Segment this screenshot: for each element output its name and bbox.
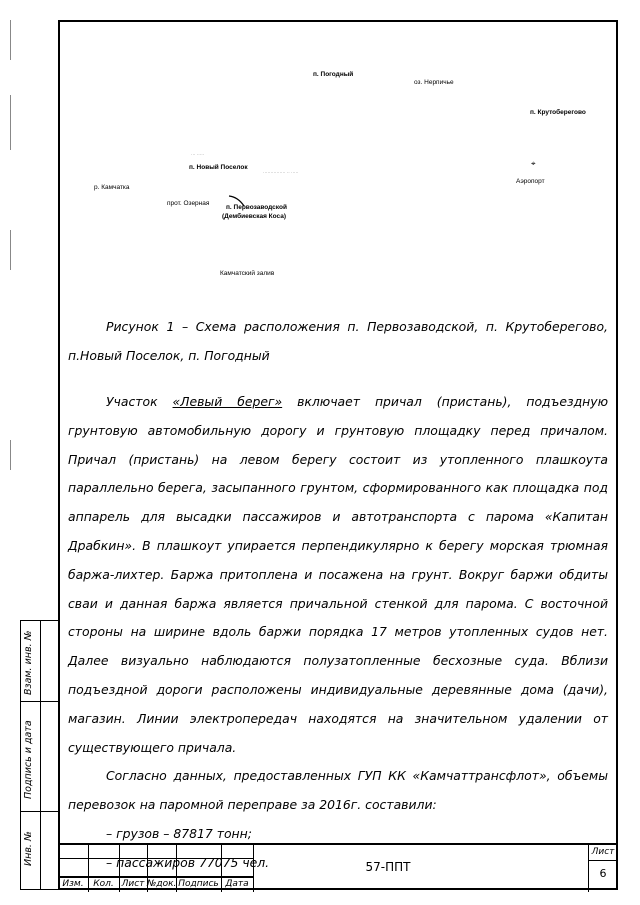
left-bank-link: «Левый берег» xyxy=(172,394,283,409)
sheet-number: 6 xyxy=(599,867,607,880)
map-label-aeroport: Аэропорт xyxy=(516,178,545,185)
margin-mark xyxy=(10,20,11,60)
paragraph-2: Согласно данных, предоставленных ГУП КК «Камчаттрансфлот», объемы перевозок на паромной переправе за 2016г. составили: xyxy=(68,768,608,813)
header-podpis: Подпись xyxy=(178,879,219,889)
p1-before: Участок xyxy=(106,394,173,409)
header-kol: Кол. xyxy=(93,879,114,889)
p1-after: включает причал (пристань), подъездную грунтовую автомобильную дорогу и грунтовую площадку перед причалом. Причал (пристань) на левом берегу состоит из утопленного плашкоута параллельно берега, засыпанного грунтом, сформированного как площадка под аппарель для высадки пассажиров и автотранспорта с парома «Капитан Драбкин». В плашкоут упирается перпендикулярно к берегу морская трюмная баржа-лихтер. Баржа притоплена и посажена на грунт. Вокруг баржи обдиты сваи и данная баржа является причальной стенкой для парома. С восточной стороны на ширине вдоль баржи порядка 17 метров утопленных судов нет. Далее визуально наблюдаются полузатопленные бесхозные суда. Вблизи подъездной дороги расположены индивидуальные деревянные дома (дачи), магазин. Линии электропередач находятся на значительном удалении от существующего причала. xyxy=(68,394,609,755)
document-code: 57-ППТ xyxy=(365,860,411,874)
margin-mark xyxy=(10,95,11,150)
map-label-faint: ··············· ·· ····· xyxy=(263,170,299,175)
body-text xyxy=(68,388,608,878)
map-label-novy-poselok: п. Новый Поселок xyxy=(189,164,248,171)
header-ndok: №док. xyxy=(147,879,177,889)
title-block xyxy=(58,843,618,890)
list-item: – пассажиров 77075 чел. xyxy=(106,854,270,870)
inv-label: Инв. № xyxy=(23,831,34,866)
tb-line xyxy=(588,860,618,861)
map-label-nerpichye: оз. Нерпичье xyxy=(414,79,454,86)
list-item: – грузов – 87817 тонн; xyxy=(106,825,252,841)
airport-icon: ⌖ xyxy=(531,159,536,168)
map-label-tiny: ··· ····· xyxy=(191,152,205,157)
map-label-dembeevskaya: (Дембиевская Коса) xyxy=(222,213,286,220)
location-map xyxy=(60,22,616,292)
map-label-pogodny: п. Погодный xyxy=(313,71,354,78)
map-label-ozernaya: прот. Озерная xyxy=(167,200,210,207)
map-label-krutoberegovo: п. Крутоберегово xyxy=(530,109,586,116)
figure-caption: Рисунок 1 – Схема расположения п. Первозаводской, п. Крутоберегово, п.Новый Поселок, п. Погодный xyxy=(68,319,608,363)
margin-mark xyxy=(10,440,11,470)
map-label-pervozavodskoy: п. Первозаводской xyxy=(226,204,287,211)
header-izm: Изм. xyxy=(62,879,84,889)
map-label-gulf: Камчатский залив xyxy=(220,270,275,277)
map-label-kamchatka: р. Камчатка xyxy=(94,184,130,191)
paragraph-1 xyxy=(68,388,608,762)
margin-mark xyxy=(10,230,11,270)
figure-caption-block xyxy=(68,313,608,371)
header-data: Дата xyxy=(225,879,249,889)
podpis-data-label: Подпись и дата xyxy=(23,720,34,799)
vzam-inv-label: Взам. инв. № xyxy=(23,630,34,695)
sheet-label: Лист xyxy=(591,847,615,857)
header-list: Лист xyxy=(121,879,145,889)
left-stamp xyxy=(20,620,58,890)
